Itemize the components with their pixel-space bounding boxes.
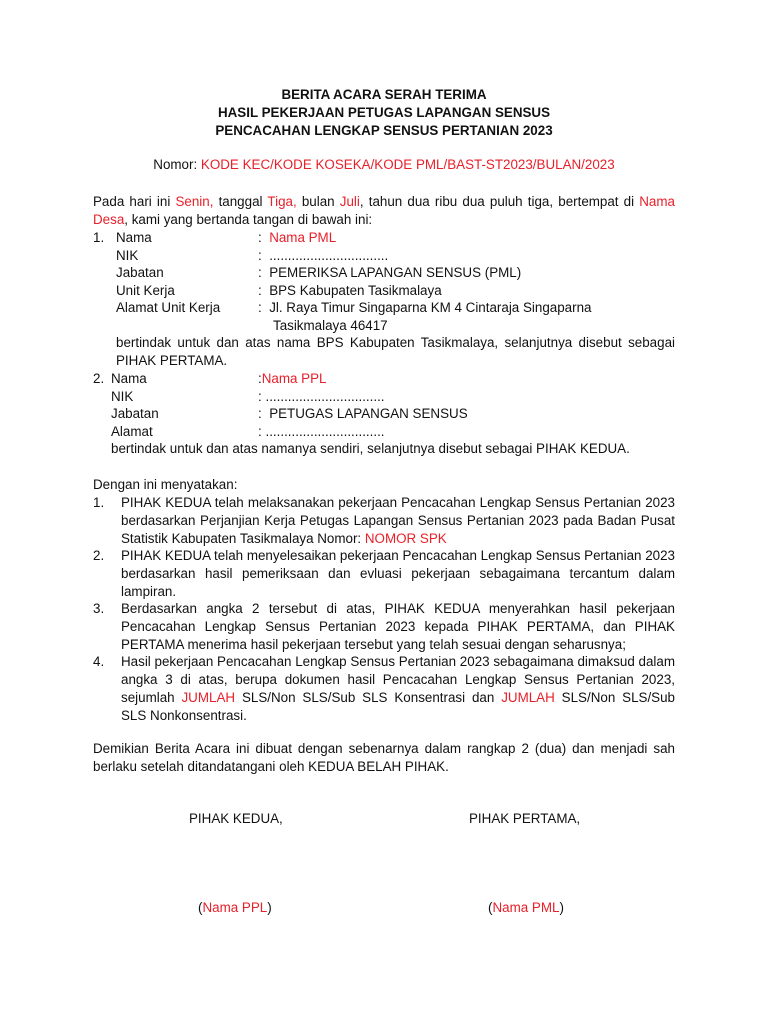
party-2-name-label: Nama [111, 371, 147, 386]
statement-3-number: 3. [93, 601, 105, 616]
party-1-alamat-row [258, 299, 591, 317]
statement-text: Hasil pekerjaan Pencacahan Lengkap Sensus Pertanian 2023 sebagaimana dimaksud dalam angka 3 di atas, berupa dokumen hasil Pencacahan Lengkap Sensus Pertanian 2023, sejumlah [121, 654, 675, 705]
party-1-name-label: Nama [116, 230, 152, 245]
party-1-jabatan-label: Jabatan [116, 265, 164, 280]
intro-text: , kami yang bertanda tangan di bawah ini: [124, 212, 373, 227]
party-2-alamat-value: ................................ [265, 424, 385, 439]
paren: ) [267, 900, 272, 915]
party-1-unit-row [258, 282, 442, 300]
statement-text: SLS/Non SLS/Sub SLS Nonkonsentrasi. [121, 690, 676, 723]
intro-text: Pada hari ini [93, 194, 176, 209]
party-1-nik-label: NIK [116, 248, 139, 263]
nomor-value: KODE KEC/KODE KOSEKA/KODE PML/BAST-ST2023/BULAN/2023 [200, 157, 615, 172]
jumlah-placeholder: JUMLAH [501, 690, 555, 705]
statement-1-text [121, 494, 675, 548]
colon: : [258, 248, 262, 263]
paren: ( [198, 900, 203, 915]
pml-name-placeholder: Nama PML [492, 900, 560, 915]
statement-1-number: 1. [93, 495, 105, 510]
party-1-name-value: Nama PML [269, 230, 337, 245]
colon: : [258, 230, 262, 245]
party-1-description: bertindak untuk dan atas nama BPS Kabupaten Tasikmalaya, selanjutnya disebut sebagai PIHAK PERTAMA. [116, 335, 675, 368]
party-1-nik-row [258, 247, 388, 265]
colon: : [258, 389, 262, 404]
intro-text: , tahun dua ribu dua puluh tiga, bertempat di [359, 194, 640, 209]
party-1-name-row [258, 229, 336, 247]
party-1-nik-value: ................................ [269, 248, 389, 263]
colon: : [258, 371, 262, 386]
spk-number-placeholder: NOMOR SPK [364, 531, 447, 546]
signature-right-name [488, 899, 564, 917]
paren: ( [488, 900, 493, 915]
party-1-jabatan-row [258, 264, 521, 282]
party-1-alamat-label: Alamat Unit Kerja [116, 300, 221, 315]
party-2-alamat-row [258, 423, 385, 441]
party-2-name-row [258, 370, 326, 388]
intro-text: tanggal [213, 194, 268, 209]
statement-4-text [121, 653, 675, 725]
closing-paragraph: Demikian Berita Acara ini dibuat dengan sebenarnya dalam rangkap 2 (dua) dan menjadi sah berlaku setelah ditandatangani oleh KEDUA BELAH PIHAK. [93, 741, 675, 774]
date-placeholder: Tiga, [267, 194, 297, 209]
colon: : [258, 300, 262, 315]
statement-2-text: PIHAK KEDUA telah menyelesaikan pekerjaan Pencacahan Lengkap Sensus Pertanian 2023 berdasarkan hasil pemeriksaan dan evluasi pekerjaan sebagaimana tercantum dalam lampiran. [121, 548, 675, 599]
party-2-nik-row [258, 388, 385, 406]
document-title-line-2: HASIL PEKERJAAN PETUGAS LAPANGAN SENSUS [217, 105, 551, 120]
party-1-jabatan-value: PEMERIKSA LAPANGAN SENSUS (PML) [269, 265, 522, 280]
party-1-number: 1. [93, 230, 105, 245]
party-2-jabatan-value: PETUGAS LAPANGAN SENSUS [269, 406, 468, 421]
colon: : [258, 265, 262, 280]
party-2-name-value: Nama PPL [261, 371, 327, 386]
party-1-unit-value: BPS Kabupaten Tasikmalaya [269, 283, 442, 298]
party-2-description: bertindak untuk dan atas namanya sendiri, selanjutnya disebut sebagai PIHAK KEDUA. [111, 441, 630, 456]
statement-3-text: Berdasarkan angka 2 tersebut di atas, PIHAK KEDUA menyerahkan hasil pekerjaan Pencacahan Lengkap Sensus Pertanian 2023 kepada PIHAK PERTAMA, dan PIHAK PERTAMA menerima hasil pekerjaan tersebut yang telah sesuai dengan seharusnya; [121, 601, 675, 652]
party-2-jabatan-row [258, 405, 468, 423]
document-title-line-3: PENCACAHAN LENGKAP SENSUS PERTANIAN 2023 [215, 123, 553, 138]
intro-text: bulan [296, 194, 340, 209]
party-2-nik-label: NIK [111, 389, 134, 404]
statement-2-number: 2. [93, 548, 105, 563]
party-2-nik-value: ................................ [265, 389, 385, 404]
signature-left-title: PIHAK KEDUA, [189, 811, 283, 826]
colon: : [258, 406, 262, 421]
paren: ) [559, 900, 564, 915]
signature-right-title: PIHAK PERTAMA, [469, 811, 581, 826]
ppl-name-placeholder: Nama PPL [202, 900, 268, 915]
colon: : [258, 424, 262, 439]
document-number [0, 156, 768, 174]
statement-text: PIHAK KEDUA telah melaksanakan pekerjaan Pencacahan Lengkap Sensus Pertanian 2023 berdasarkan Perjanjian Kerja Petugas Lapangan Sensus Pertanian 2023 pada Badan Pusat Statistik Kabupaten Tasikmalaya Nomor: [121, 495, 675, 546]
day-placeholder: Senin, [175, 194, 214, 209]
village-placeholder: Nama Desa [93, 194, 675, 227]
intro-paragraph [93, 193, 675, 229]
party-2-number: 2. [93, 371, 105, 386]
colon: : [258, 283, 262, 298]
party-1-alamat-line-2: Tasikmalaya 46417 [273, 318, 388, 333]
statement-text: SLS/Non SLS/Sub SLS Konsentrasi dan [235, 690, 502, 705]
party-2-alamat-label: Alamat [111, 424, 153, 439]
statement-intro: Dengan ini menyatakan: [93, 477, 238, 492]
nomor-label: Nomor: [153, 157, 201, 172]
signature-left-name [198, 899, 272, 917]
month-placeholder: Juli [339, 194, 360, 209]
party-2-jabatan-label: Jabatan [111, 406, 159, 421]
statement-4-number: 4. [93, 654, 105, 669]
document-title-line-1: BERITA ACARA SERAH TERIMA [281, 87, 487, 102]
party-1-alamat-line-1: Jl. Raya Timur Singaparna KM 4 Cintaraja Singaparna [269, 300, 592, 315]
party-1-unit-label: Unit Kerja [116, 283, 175, 298]
jumlah-placeholder: JUMLAH [181, 690, 236, 705]
